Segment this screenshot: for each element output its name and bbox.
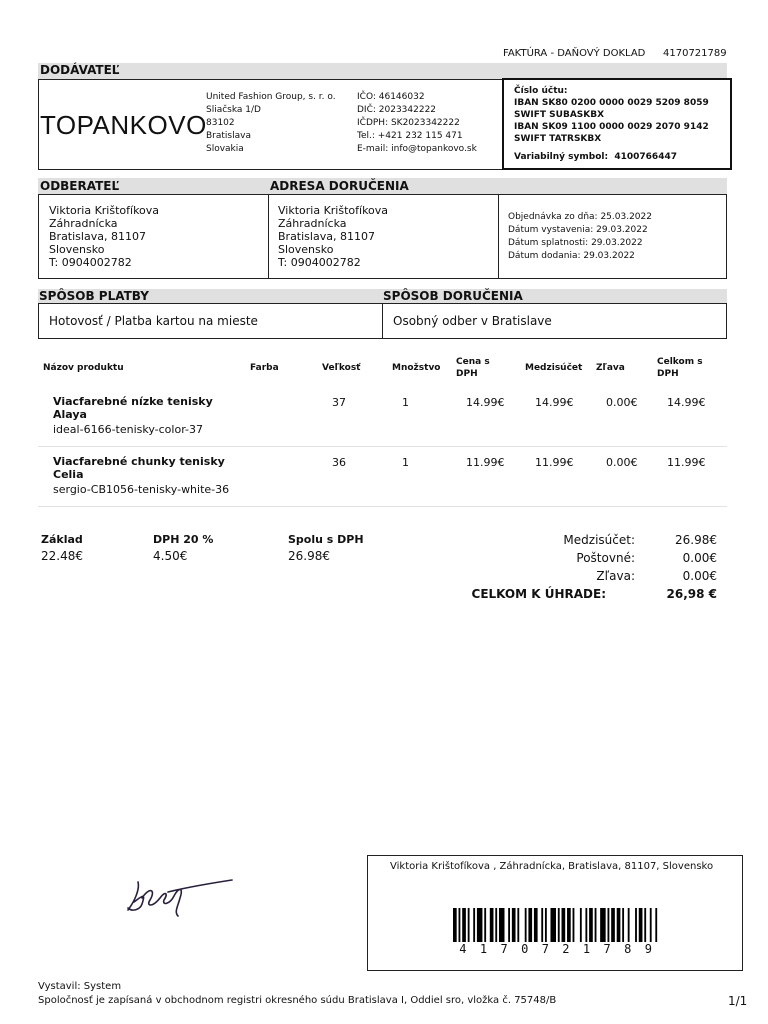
barcode-bar [650, 908, 652, 942]
col-header-price: Cena s DPH [456, 357, 490, 379]
barcode-bar [562, 908, 566, 942]
barcode-bar [477, 908, 483, 942]
page-number: 1/1 [728, 994, 748, 1008]
barcode-digit: 1 [479, 942, 488, 956]
barcode-digit: 1 [582, 942, 591, 956]
supplier-address: United Fashion Group, s. r. o. Sliačska 1/D 83102 Bratislava Slovakia [206, 92, 336, 154]
col-header-total: Celkom s DPH [657, 357, 703, 379]
barcode-bar [608, 908, 610, 942]
issued-by: Vystavil: System [38, 981, 122, 992]
barcode-bar [541, 908, 543, 942]
bank-details: Číslo účtu: IBAN SK80 0200 0000 0029 5209 8059 SWIFT SUBASKBX IBAN SK09 1100 0000 0029 2070 9142 SWIFT TATRSKBX Variabilný symbol: 4100766447 [514, 86, 709, 162]
barcode-bar [468, 908, 470, 942]
barcode-bar [528, 908, 532, 942]
vat-total-label: Spolu s DPH [288, 533, 364, 546]
divider [498, 194, 499, 279]
document-number: 4170721789 [663, 48, 727, 59]
barcode-bar [453, 908, 457, 942]
table-row: Viacfarebné nízke tenisky Alaya ideal-6166-tenisky-color-37 [53, 395, 213, 436]
col-header-name: Názov produktu [43, 363, 124, 373]
divider [268, 194, 269, 279]
label-address: Viktoria Krištofíkova , Záhradnícka, Bratislava, 81107, Slovensko [390, 861, 714, 872]
barcode-bar [628, 908, 630, 942]
barcode-bar [484, 908, 486, 942]
row-total: 14.99€ [667, 396, 706, 409]
barcode-bar [495, 908, 497, 942]
barcode-bar [600, 908, 606, 942]
row-qty: 1 [402, 456, 409, 469]
col-header-subtotal: Medzisúčet [525, 363, 583, 373]
delivery-section-label: ADRESA DORUČENIA [270, 179, 409, 193]
barcode-bar [635, 908, 637, 942]
payment-method: Hotovosť / Platba kartou na mieste [49, 314, 258, 328]
barcode-digit: 8 [624, 942, 632, 956]
shipping-method: Osobný odber v Bratislave [393, 314, 552, 328]
barcode-bar [545, 908, 547, 942]
barcode-bar [459, 908, 461, 942]
vat-rate-value: 4.50€ [153, 549, 188, 563]
table-row: Viacfarebné chunky tenisky Celia sergio-CB1056-tenisky-white-36 [53, 455, 230, 496]
barcode-digit: 4 [459, 942, 467, 956]
barcode-bar [585, 908, 587, 942]
barcode-bar [490, 908, 494, 942]
barcode-bar [534, 908, 538, 942]
barcode-bar [595, 908, 597, 942]
barcode-digit: 7 [500, 942, 508, 956]
barcode-bar [525, 908, 527, 942]
vat-base-label: Základ [41, 533, 83, 546]
barcode-digit: 9 [644, 942, 652, 956]
barcode-image [453, 908, 659, 942]
col-header-size: Veľkosť [322, 363, 361, 373]
vat-base-value: 22.48€ [41, 549, 83, 563]
row-divider [38, 506, 727, 507]
barcode-bar [558, 908, 560, 942]
barcode-digit: 2 [562, 942, 570, 956]
col-header-discount: Zľava [596, 363, 625, 373]
supplier-section-label: DODÁVATEĽ [38, 63, 727, 79]
row-qty: 1 [402, 396, 409, 409]
vat-rate-label: DPH 20 % [153, 533, 214, 546]
company-logo: TOPANKOVO [40, 110, 207, 140]
barcode-bar [589, 908, 593, 942]
barcode-digit: 7 [541, 942, 549, 956]
barcode-bar [499, 908, 505, 942]
barcode-bar [508, 908, 510, 942]
payment-section-label: SPÔSOB PLATBY [39, 289, 149, 303]
barcode-bar [462, 908, 466, 942]
barcode-bar [580, 908, 582, 942]
barcode-bar [517, 908, 519, 942]
barcode-bar [617, 908, 621, 942]
supplier-ids: IČO: 46146032 DIČ: 2023342222 IČDPH: SK2023342222 Tel.: +421 232 115 471 E-mail: info@topankovo.sk [357, 92, 477, 154]
barcode-bar [644, 908, 646, 942]
barcode-digits [453, 942, 659, 956]
subtotal-value: 26.98€ [675, 533, 717, 547]
row-size: 36 [332, 456, 346, 469]
postage-label: Poštovné: [576, 551, 635, 565]
row-price: 14.99€ [466, 396, 505, 409]
row-size: 37 [332, 396, 346, 409]
discount-value: 0.00€ [682, 569, 717, 583]
row-discount: 0.00€ [606, 456, 638, 469]
row-subtotal: 11.99€ [535, 456, 574, 469]
customer-address: Viktoria Krištofíkova Záhradnícka Bratislava, 81107 Slovensko T: 0904002782 [49, 204, 160, 269]
barcode-digit: 0 [521, 942, 529, 956]
shipping-section-label: SPÔSOB DORUČENIA [383, 289, 523, 303]
row-price: 11.99€ [466, 456, 505, 469]
vat-total-value: 26.98€ [288, 549, 330, 563]
document-dates: Objednávka zo dňa: 25.03.2022 Dátum vystavenia: 29.03.2022 Dátum splatnosti: 29.03.2022 Dátum dodania: 29.03.2022 [508, 212, 652, 261]
customer-section-label: ODBERATEĽ [40, 179, 120, 193]
col-header-qty: Množstvo [392, 363, 441, 373]
barcode-digit: 7 [603, 942, 611, 956]
barcode-bar [622, 908, 624, 942]
document-type: FAKTÚRA - DAŇOVÝ DOKLAD [503, 48, 646, 59]
subtotal-label: Medzisúčet: [563, 533, 635, 547]
grand-total-label: CELKOM K ÚHRADE: [471, 587, 606, 601]
divider [382, 303, 383, 339]
col-header-color: Farba [250, 363, 279, 373]
barcode-bar [655, 908, 657, 942]
signature-image [122, 872, 240, 920]
row-divider [38, 446, 727, 447]
barcode-bar [473, 908, 475, 942]
discount-label: Zľava: [596, 569, 635, 583]
barcode-bar [611, 908, 615, 942]
postage-value: 0.00€ [682, 551, 717, 565]
barcode-bar [567, 908, 571, 942]
barcode-bar [550, 908, 556, 942]
registry-note: Spoločnosť je zapísaná v obchodnom registri okresného súdu Bratislava I, Oddiel sro, vložka č. 75748/B [38, 995, 557, 1006]
row-total: 11.99€ [667, 456, 706, 469]
row-subtotal: 14.99€ [535, 396, 574, 409]
grand-total-value: 26,98 € [666, 587, 717, 601]
barcode-bar [512, 908, 516, 942]
delivery-address: Viktoria Krištofíkova Záhradnícka Bratislava, 81107 Slovensko T: 0904002782 [278, 204, 389, 269]
barcode-bar [639, 908, 643, 942]
barcode-bar [573, 908, 575, 942]
row-discount: 0.00€ [606, 396, 638, 409]
